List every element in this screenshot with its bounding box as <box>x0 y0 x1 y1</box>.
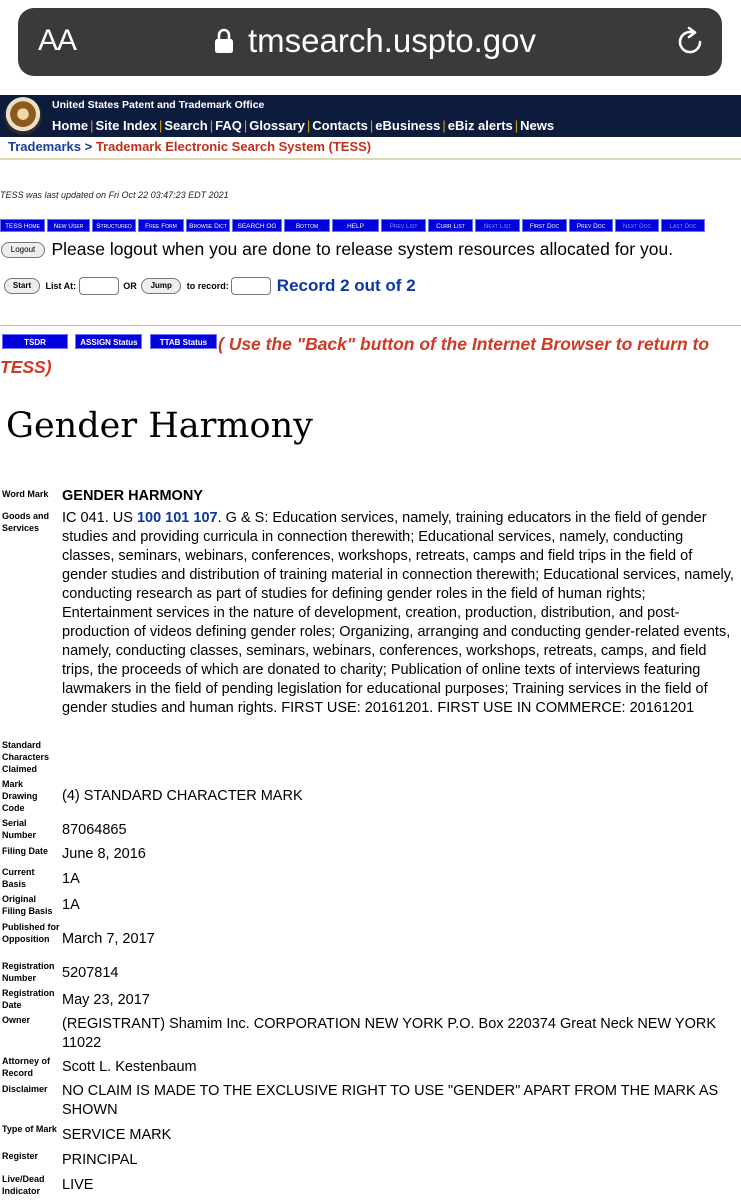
next-list-button[interactable]: Next List <box>475 219 520 232</box>
nav-ebiz-alerts[interactable]: eBiz alerts <box>447 118 513 133</box>
list-at-input[interactable] <box>79 277 119 295</box>
main-nav <box>52 118 554 133</box>
nav-home[interactable]: Home <box>52 118 89 133</box>
divider <box>0 158 741 160</box>
browser-chrome <box>0 0 741 90</box>
registration-number-value: 5207814 <box>62 965 119 981</box>
attorney-value: Scott L. Kestenbaum <box>62 1059 197 1075</box>
word-mark-value: GENDER HARMONY <box>62 488 203 504</box>
original-basis-value: 1A <box>62 897 80 913</box>
free-form-button[interactable]: Free Form <box>138 219 184 232</box>
drawing-code-value: (4) STANDARD CHARACTER MARK <box>62 788 303 804</box>
filing-date-label: Filing Date <box>2 846 49 856</box>
breadcrumb-tess[interactable]: Trademark Electronic Search System (TESS) <box>95 139 372 154</box>
standard-characters-label: Standard Characters Claimed <box>2 740 50 774</box>
goods-services-text: . G & S: Education services, namely, training educators in the field of gender studies and providing curricula in connection therewith; Educational services, namely, conducting classes, seminars, webinars, conferences, workshops, retreats, camps and field trips in the field of gender studies and distribution of training material in connection therewith; Educational services, namely, conducting research as part of studies for defining gender roles in the field of human rights; Entertainment services in the nature of development, creation, production, distribution, and post-production of videos defining gender roles; Organizing, arranging and conducting gender-related events, namely, conducting classes, seminars, webinars, conferences, workshops, retreats, camps, and field trips, the proceeds of which are donated to charity; Publication of online texts of interviews featuring lawmakers in the field of pending legislation for educational purposes; Training services in the field of gender studies and human rights. FIRST USE: 20161201. FIRST USE IN COMMERCE: 20161201 <box>62 510 734 716</box>
nav-separator: | <box>369 118 374 133</box>
tess-home-button[interactable]: TESS Home <box>0 219 45 232</box>
nav-glossary[interactable]: Glossary <box>249 118 305 133</box>
us-class-links[interactable]: 100 101 107 <box>136 510 218 526</box>
tess-toolbar <box>0 219 705 232</box>
address-bar[interactable] <box>18 8 722 76</box>
uspto-header <box>0 95 741 137</box>
last-doc-button[interactable]: Last Doc <box>661 219 705 232</box>
nav-separator: | <box>514 118 519 133</box>
list-at-label: List At: <box>45 281 77 291</box>
divider <box>0 325 741 326</box>
nav-separator: | <box>158 118 163 133</box>
drawing-code-label: Mark Drawing Code <box>2 779 38 813</box>
nav-search[interactable]: Search <box>164 118 208 133</box>
nav-contacts[interactable]: Contacts <box>312 118 368 133</box>
structured-button[interactable]: Structured <box>92 219 136 232</box>
goods-services-label: Goods and Services <box>2 511 49 533</box>
word-mark-label: Word Mark <box>2 489 49 499</box>
logout-row <box>1 239 673 260</box>
register-value: PRINCIPAL <box>62 1152 138 1168</box>
registration-number-label: Registration Number <box>2 961 55 983</box>
browse-dict-button[interactable]: Browse Dict <box>186 219 230 232</box>
nav-faq[interactable]: FAQ <box>215 118 242 133</box>
breadcrumb-trademarks[interactable]: Trademarks <box>8 139 81 154</box>
nav-news[interactable]: News <box>520 118 555 133</box>
curr-list-button[interactable]: Curr List <box>428 219 473 232</box>
record-navigation <box>4 276 416 296</box>
mark-title: Gender Harmony <box>6 406 313 446</box>
current-basis-value: 1A <box>62 871 80 887</box>
nav-separator: | <box>306 118 311 133</box>
reload-icon[interactable] <box>674 26 706 58</box>
registration-date-label: Registration Date <box>2 988 55 1010</box>
goods-services-value <box>62 509 738 718</box>
nav-ebusiness[interactable]: eBusiness <box>375 118 441 133</box>
published-label: Published for Opposition <box>2 922 60 944</box>
last-updated-text: TESS was last updated on Fri Oct 22 03:47:23 EDT 2021 <box>0 190 229 200</box>
disclaimer-label: Disclaimer <box>2 1084 48 1094</box>
assign-status-button[interactable]: ASSIGN Status <box>75 334 142 349</box>
original-basis-label: Original Filing Basis <box>2 894 53 916</box>
help-button[interactable]: HELP <box>332 219 379 232</box>
attorney-label: Attorney of Record <box>2 1056 50 1078</box>
live-dead-value: LIVE <box>62 1177 94 1193</box>
tsdr-button[interactable]: TSDR <box>2 334 68 349</box>
prev-doc-button[interactable]: Prev Doc <box>569 219 613 232</box>
nav-separator: | <box>442 118 446 133</box>
owner-label: Owner <box>2 1015 31 1025</box>
first-doc-button[interactable]: First Doc <box>522 219 567 232</box>
logout-message: Please logout when you are done to release system resources allocated for you. <box>51 239 674 259</box>
uspto-seal-logo[interactable] <box>4 97 42 135</box>
record-status: Record 2 out of 2 <box>276 276 416 295</box>
serial-number-value: 87064865 <box>62 822 127 838</box>
registration-date-value: May 23, 2017 <box>62 992 150 1008</box>
live-dead-label: Live/Dead Indicator <box>2 1174 45 1196</box>
type-of-mark-label: Type of Mark <box>2 1124 57 1134</box>
logout-button[interactable]: Logout <box>1 242 45 258</box>
to-record-label: to record: <box>186 281 229 291</box>
jump-button[interactable]: Jump <box>141 278 181 294</box>
breadcrumb <box>8 139 371 154</box>
nav-separator: | <box>90 118 94 133</box>
url-text[interactable]: tmsearch.uspto.gov <box>248 22 536 59</box>
current-basis-label: Current Basis <box>2 867 35 889</box>
search-og-button[interactable]: SEARCH OG <box>232 219 282 232</box>
nav-separator: | <box>209 118 214 133</box>
next-doc-button[interactable]: Next Doc <box>615 219 659 232</box>
back-button-note: ( Use the "Back" button of the Internet Browser to return to TESS) <box>0 334 710 377</box>
filing-date-value: June 8, 2016 <box>62 846 146 862</box>
bottom-button[interactable]: Bottom <box>284 219 330 232</box>
to-record-input[interactable] <box>231 277 271 295</box>
goods-services-prefix: IC 041. US <box>62 510 137 526</box>
new-user-button[interactable]: New User <box>47 219 90 232</box>
office-name: United States Patent and Trademark Office <box>52 99 265 111</box>
start-button[interactable]: Start <box>4 278 40 294</box>
type-of-mark-value: SERVICE MARK <box>62 1127 172 1143</box>
prev-list-button[interactable]: Prev List <box>381 219 426 232</box>
disclaimer-value: NO CLAIM IS MADE TO THE EXCLUSIVE RIGHT TO USE "GENDER" APART FROM THE MARK AS SHOWN <box>62 1083 719 1118</box>
nav-separator: | <box>243 118 248 133</box>
nav-site-index[interactable]: Site Index <box>95 118 157 133</box>
ttab-status-button[interactable]: TTAB Status <box>150 334 217 349</box>
register-label: Register <box>2 1151 39 1161</box>
lock-icon <box>214 28 234 54</box>
owner-value: (REGISTRANT) Shamim Inc. CORPORATION NEW YORK P.O. Box 220374 Great Neck NEW YORK 11022 <box>62 1016 717 1051</box>
breadcrumb-separator: > <box>81 139 96 154</box>
published-value: March 7, 2017 <box>62 931 155 947</box>
serial-number-label: Serial Number <box>2 818 37 840</box>
or-label: OR <box>123 281 137 291</box>
text-size-button[interactable]: AA <box>38 24 77 57</box>
